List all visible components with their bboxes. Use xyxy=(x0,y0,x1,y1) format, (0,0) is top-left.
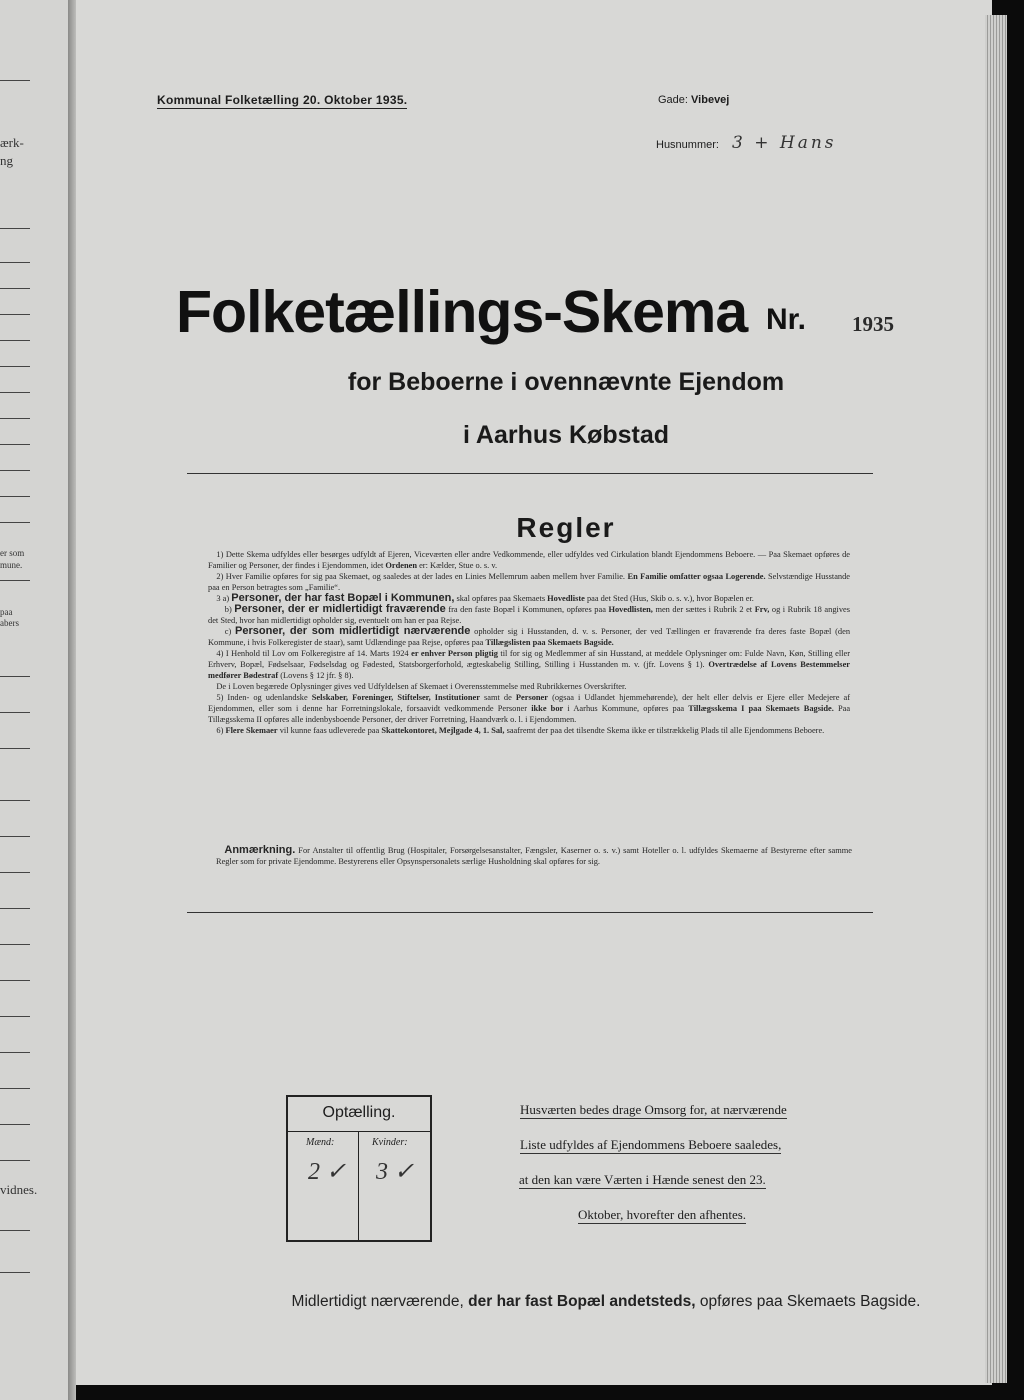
landlord-instruction-line: Liste udfyldes af Ejendommens Beboere saaledes, xyxy=(520,1137,782,1152)
rule-4-note: De i Loven begærede Oplysninger gives ved Udfyldelsen af Skemaet i Overensstemmelse med Rubrikkernes Overskrifter. xyxy=(216,682,627,691)
left-page-fragment: abers xyxy=(0,618,19,628)
left-page-fragment: ng xyxy=(0,153,13,168)
form-subtitle: for Beboerne i ovennævnte Ejendom xyxy=(347,368,785,396)
landlord-instruction-line: Oktober, hvorefter den afhentes. xyxy=(578,1207,747,1222)
left-page-fragment: ærk- xyxy=(0,135,24,150)
form-subtitle-city: i Aarhus Købstad xyxy=(462,421,670,449)
book-gutter xyxy=(68,0,76,1400)
rule-3a: 3 a) Personer, der har fast Bopæl i Kommunen, skal opføres paa Skemaets Hovedliste paa det Sted (Hus, Skib o. s. v.), hvor Bopælen er. xyxy=(216,592,754,604)
landlord-instruction-line: Husværten bedes drage Omsorg for, at nærværende xyxy=(520,1102,787,1117)
house-number-label: Husnummer: xyxy=(656,139,719,151)
left-facing-page xyxy=(0,0,70,1400)
house-number-field xyxy=(656,133,837,153)
census-header-title: Kommunal Folketælling 20. Oktober 1935. xyxy=(157,93,408,107)
rule-5: 5) Inden- og udenlandske Selskaber, Foreninger, Stiftelser, Institutioner samt de Personer (ogsaa i Udlandet hjemmehørende), der helt eller delvis er Ejere eller Medejere af Ejendommen, eller som i denne har Forretningslokale, forsaavidt vedkommende Personer ikke bor i Aarhus Kommune, opføres paa Tillægsskema I paa Skemaets Bagside. Paa Tillægsskema II opføres alle indenbysboende Personer, der driver Forretning, Haandværk o. l. i Ejendommen. xyxy=(208,693,851,724)
tally-men-label: Mænd: xyxy=(306,1137,335,1148)
form-number-label: Nr. xyxy=(766,303,807,336)
landlord-instruction-line: at den kan være Værten i Hænde senest den 23. xyxy=(519,1172,766,1187)
tally-women-label: Kvinder: xyxy=(372,1137,408,1148)
rule-2: 2) Hver Familie opføres for sig paa Skemaet, og saaledes at der lades en Linies Mellemrum aaben mellem hver Familie. En Familie omfatter ogsaa Logerende. Selvstændige Husstande paa en Person betragtes som „Familie“. xyxy=(208,572,851,592)
form-number-value: 1935 xyxy=(852,312,894,336)
rule-3c: c) Personer, der som midlertidigt nærværende opholder sig i Husstanden, d. v. s. Personer, der ved Tællingen er fraværende fra deres faste Bopæl (den Kommune, i hvis Folkeregister de staar), samt Udlændinge paa Rejse, opføres paa Tillægslisten paa Skemaets Bagside. xyxy=(208,625,851,647)
house-number-value: 3 + Hans xyxy=(732,133,837,153)
remark-label: Anmærkning. xyxy=(224,844,296,856)
form-title: Folketællings-Skema xyxy=(176,279,748,345)
remark-text: For Anstalter til offentlig Brug (Hospitaler, Forsørgelsesanstalter, Fængsler, Kaserner o. s. v.) samt Hoteller o. l. udfyldes Skemaerne af Bestyrerne efter samme Regler som for private Ejendomme. Bestyrerens eller Opsynspersonalets særlige Husholdning skal opføres for sig. xyxy=(216,846,852,866)
rule-4: 4) I Henhold til Lov om Folkeregistre af 14. Marts 1924 er enhver Person pligtig til for sig og Medlemmer af sin Husstand, at meddele Oplysninger om: Fulde Navn, Køn, Stilling eller Erhverv, Bopæl, Fødselsaar, Fødselsdag og Fødested, Statsborgerforhold, ægteskabelig Stilling, Stilling i Husstanden m. v. (jfr. Lovens § 1). Overtrædelse af Lovens Bestemmelser medfører Bødestraf (Lovens § 12 jfr. § 8). xyxy=(208,649,851,680)
tally-women-value: 3 ✓ xyxy=(376,1159,415,1185)
rule-1: 1) Dette Skema udfyldes eller besørges udfyldt af Ejeren, Viceværten eller andre Vedkommende, eller udfyldes ved Cirkulation blandt Ejendommens Beboere. — Paa Skemaet opføres de Familier og Personer, der findes i Ejendommen, idet Ordenen er: Kælder, Stue o. s. v. xyxy=(208,550,850,570)
left-page-fragment: paa xyxy=(0,607,13,617)
tally-column-divider xyxy=(358,1132,359,1240)
rule-3b: b) Personer, der er midlertidigt fraværende fra den faste Bopæl i Kommunen, opføres paa Hovedlisten, men der sættes i Rubrik 2 et Frv, og i Rubrik 18 angives det Sted, hvor han midlertidigt opholder sig, eventuelt om han er paa Rejse. xyxy=(208,603,850,625)
left-page-fragment: vidnes. xyxy=(0,1182,38,1197)
left-page-rule xyxy=(0,80,30,81)
street-field xyxy=(658,94,729,106)
rules-text xyxy=(208,549,850,736)
census-form-page xyxy=(76,0,992,1385)
tally-heading: Optælling. xyxy=(288,1097,430,1132)
divider xyxy=(187,912,873,913)
left-page-fragment: mune. xyxy=(0,560,23,570)
tally-box xyxy=(286,1095,432,1242)
page-stack-edges xyxy=(985,15,1007,1383)
rules-heading: Regler xyxy=(516,512,616,543)
rule-6: 6) Flere Skemaer vil kunne faas udleverede paa Skattekontoret, Mejlgade 4, 1. Sal, saafremt der paa det tilsendte Skema ikke er tilstrækkelig Plads til alle Ejendommens Beboere. xyxy=(216,726,825,735)
footer-note: Midlertidigt nærværende, der har fast Bopæl andetsteds, opføres paa Skemaets Bagside. xyxy=(291,1293,921,1310)
tally-men-value: 2 ✓ xyxy=(308,1159,347,1185)
street-value: Vibevej xyxy=(691,94,730,106)
left-page-fragment: er som xyxy=(0,548,25,558)
street-label: Gade: xyxy=(658,94,688,106)
remark-paragraph xyxy=(216,845,852,867)
divider xyxy=(187,473,873,474)
